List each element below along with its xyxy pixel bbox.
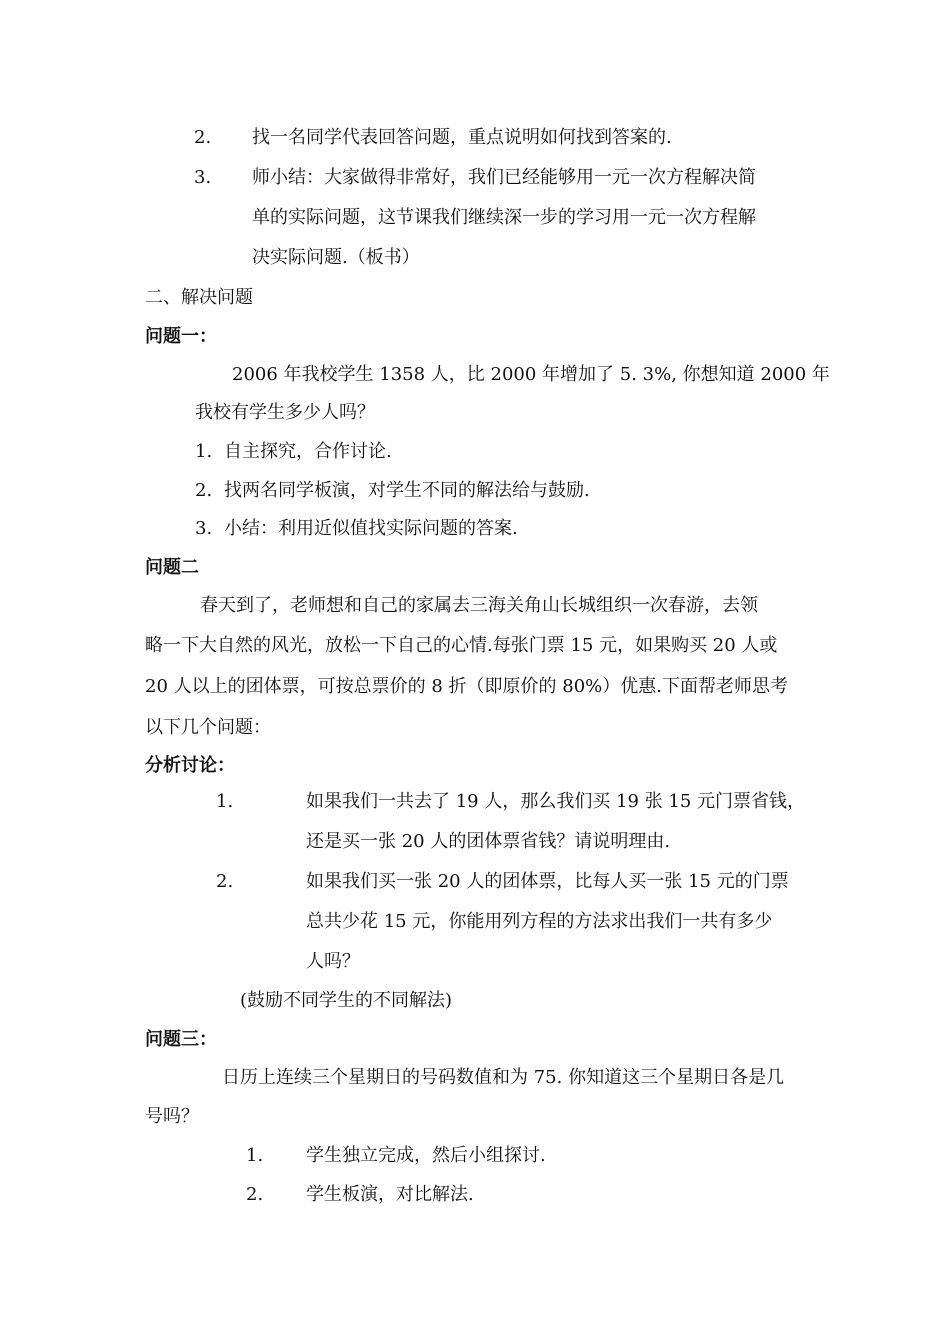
- problem1-text: 2006 年我校学生 1358 人，比 2000 年增加了 5. 3%, 你想知道 2000 年: [232, 364, 830, 385]
- list-item-text: 人吗？: [306, 951, 360, 972]
- problem1-heading: 问题一：: [145, 326, 217, 347]
- problem3-text: 号吗？: [145, 1106, 199, 1127]
- list-number: 1.: [216, 791, 234, 812]
- list-item-text: 找两名同学板演，对学生不同的解法给与鼓励.: [224, 480, 590, 501]
- list-item-text: 学生板演，对比解法.: [306, 1184, 474, 1205]
- problem1-text: 我校有学生多少人吗？: [195, 402, 375, 423]
- problem3-heading: 问题三：: [145, 1029, 217, 1050]
- section-title: 二、解决问题: [145, 287, 253, 308]
- problem2-text: 春天到了，老师想和自己的家属去三海关角山长城组织一次春游，去领: [200, 595, 758, 616]
- list-item-text: 还是买一张 20 人的团体票省钱？请说明理由.: [306, 831, 671, 852]
- list-item-text: 找一名同学代表回答问题，重点说明如何找到答案的.: [252, 127, 672, 148]
- problem2-text: 20 人以上的团体票，可按总票价的 8 折（即原价的 80%）优惠.下面帮老师思考: [145, 676, 788, 697]
- list-item-text: 师小结：大家做得非常好，我们已经能够用一元一次方程解决简: [252, 167, 756, 188]
- problem2-text: 以下几个问题：: [145, 717, 271, 738]
- list-item-text: 小结：利用近似值找实际问题的答案.: [224, 518, 518, 539]
- list-number: 2.: [195, 480, 213, 501]
- list-item-text: 如果我们买一张 20 人的团体票，比每人买一张 15 元的门票: [306, 871, 789, 892]
- list-item-text: 决实际问题.（板书）: [252, 247, 420, 268]
- analysis-heading: 分析讨论：: [145, 755, 235, 776]
- list-item-text: 自主探究，合作讨论.: [224, 441, 392, 462]
- list-number: 2.: [194, 127, 212, 148]
- problem3-text: 日历上连续三个星期日的号码数值和为 75. 你知道这三个星期日各是几: [222, 1067, 785, 1088]
- list-number: 3.: [195, 518, 213, 539]
- analysis-note: (鼓励不同学生的不同解法): [240, 990, 453, 1011]
- list-number: 1.: [195, 441, 213, 462]
- list-item-text: 如果我们一共去了 19 人，那么我们买 19 张 15 元门票省钱，: [306, 791, 806, 812]
- list-item-text: 单的实际问题，这节课我们继续深一步的学习用一元一次方程解: [252, 207, 756, 228]
- list-item-text: 总共少花 15 元，你能用列方程的方法求出我们一共有多少: [306, 911, 773, 932]
- list-number: 1.: [246, 1145, 264, 1166]
- list-number: 3.: [194, 167, 212, 188]
- problem2-heading: 问题二: [145, 557, 199, 578]
- problem2-text: 略一下大自然的风光，放松一下自己的心情.每张门票 15 元，如果购买 20 人或: [145, 635, 778, 656]
- list-number: 2.: [216, 871, 234, 892]
- list-number: 2.: [246, 1184, 264, 1205]
- list-item-text: 学生独立完成，然后小组探讨.: [306, 1145, 546, 1166]
